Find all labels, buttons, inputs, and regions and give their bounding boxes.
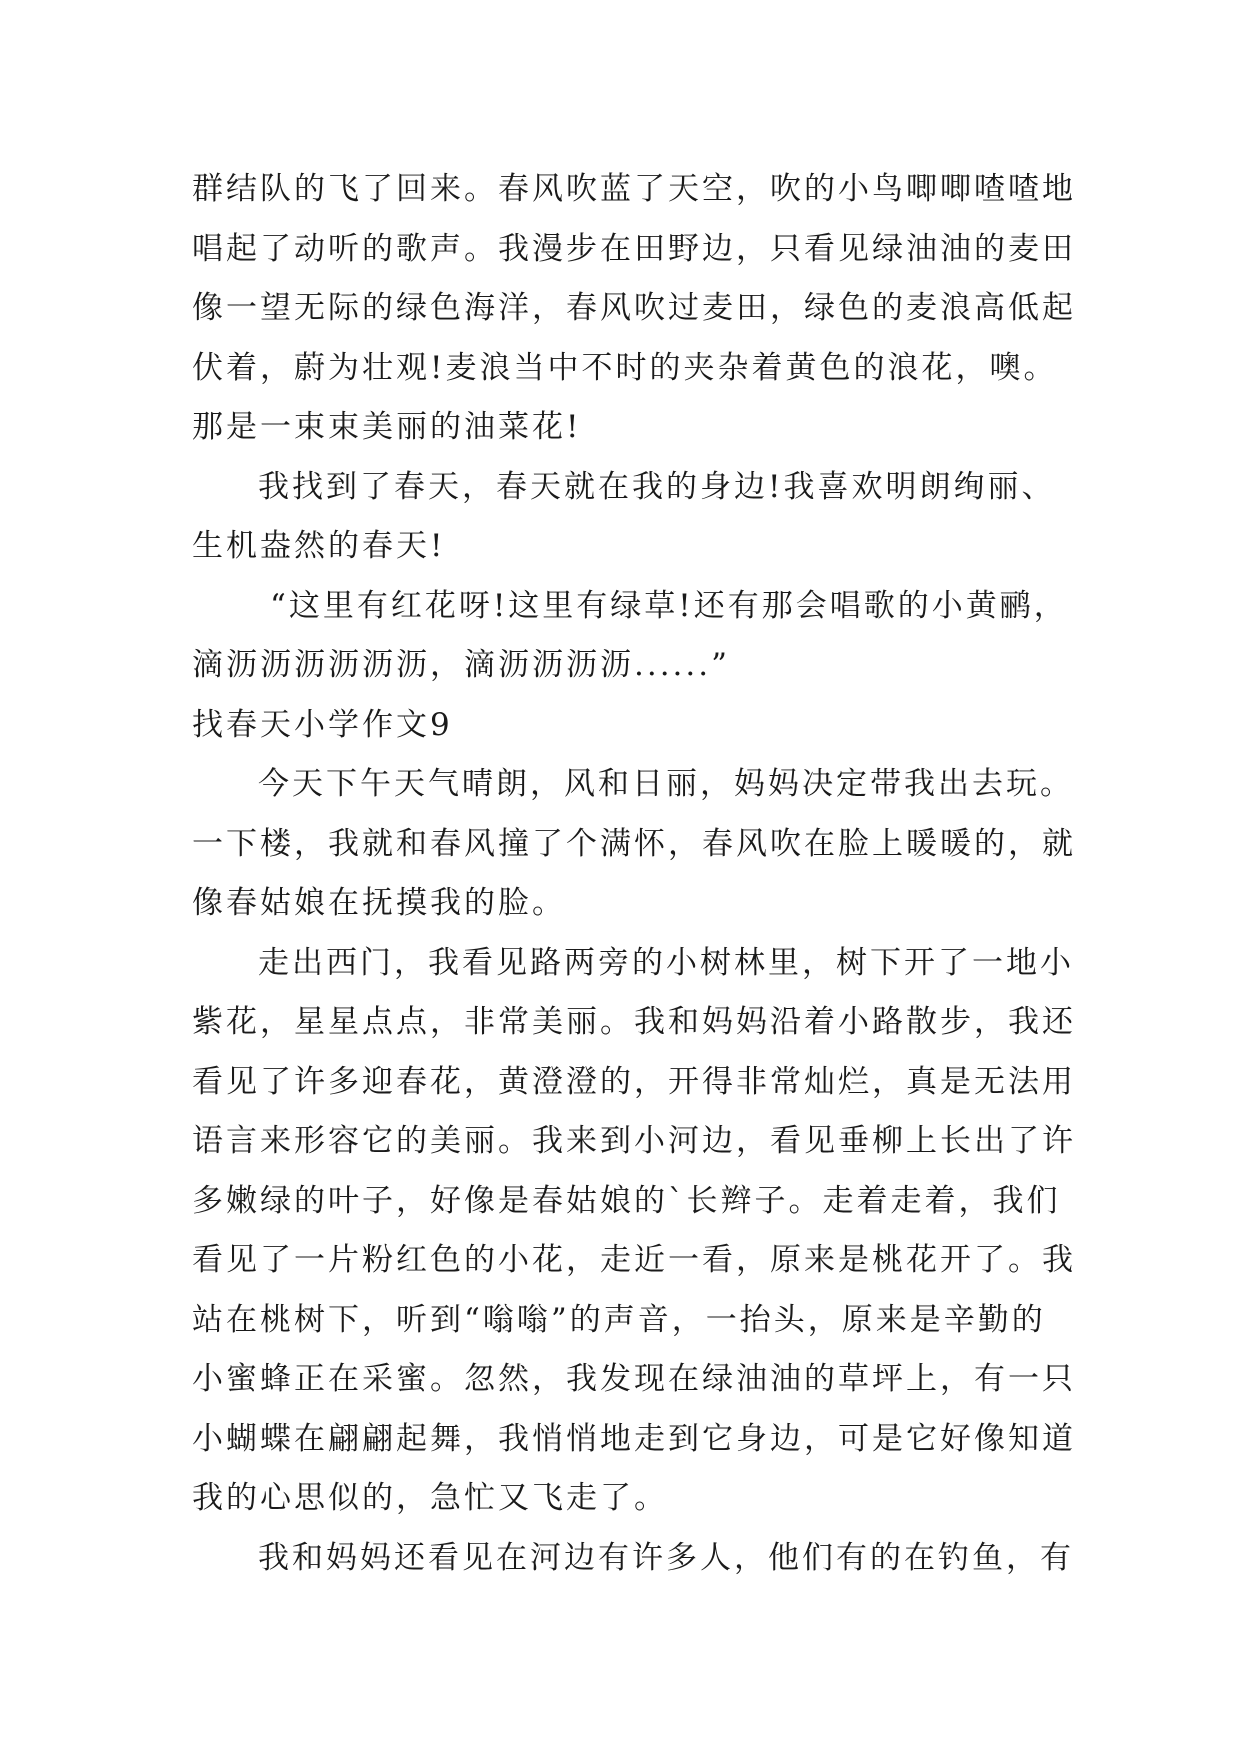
text-line: 看见了许多迎春花，黄澄澄的，开得非常灿烂，真是无法用 <box>192 1063 1076 1100</box>
text-line: 滴沥沥沥沥沥沥，滴沥沥沥沥......” <box>192 647 730 683</box>
text-line: 多嫩绿的叶子，好像是春姑娘的`长辫子。走着走着，我们 <box>192 1182 1061 1219</box>
quote-line: “这里有红花呀!这里有绿草!还有那会唱歌的小黄鹂， <box>270 587 1068 624</box>
text-line: 像春姑娘在抚摸我的脸。 <box>192 885 566 921</box>
text-line: 看见了一片粉红色的小花，走近一看，原来是桃花开了。我 <box>192 1242 1076 1278</box>
text-line: 语言来形容它的美丽。我来到小河边，看见垂柳上长出了许 <box>192 1123 1076 1159</box>
text-line: 我的心思似的，急忙又飞走了。 <box>192 1480 668 1516</box>
text-line: 小蜜蜂正在采蜜。忽然，我发现在绿油油的草坪上，有一只 <box>192 1361 1076 1397</box>
paragraph-start-line: 我找到了春天，春天就在我的身边!我喜欢明朗绚丽、 <box>258 468 1056 505</box>
text-line: 伏着，蔚为壮观!麦浪当中不时的夹杂着黄色的浪花，噢。 <box>192 349 1058 386</box>
text-line: 站在桃树下，听到“嗡嗡”的声音，一抬头，原来是辛勤的 <box>192 1301 1046 1338</box>
paragraph-start-line: 走出西门，我看见路两旁的小树林里，树下开了一地小 <box>258 944 1074 981</box>
paragraph-start-line: 今天下午天气晴朗，风和日丽，妈妈决定带我出去玩。 <box>258 766 1074 802</box>
text-line: 紫花，星星点点，非常美丽。我和妈妈沿着小路散步，我还 <box>192 1004 1076 1040</box>
document-body <box>192 160 1076 1588</box>
section-heading: 找春天小学作文9 <box>192 706 453 743</box>
paragraph-start-line: 我和妈妈还看见在河边有许多人，他们有的在钓鱼，有 <box>258 1539 1074 1576</box>
text-line: 唱起了动听的歌声。我漫步在田野边，只看见绿油油的麦田 <box>192 230 1076 267</box>
text-line: 像一望无际的绿色海洋，春风吹过麦田，绿色的麦浪高低起 <box>192 290 1076 326</box>
text-line: 小蝴蝶在翩翩起舞，我悄悄地走到它身边，可是它好像知道 <box>192 1420 1076 1457</box>
text-line: 一下楼，我就和春风撞了个满怀，春风吹在脸上暖暖的，就 <box>192 825 1076 862</box>
text-line: 生机盎然的春天! <box>192 528 446 564</box>
text-line: 那是一束束美丽的油菜花! <box>192 409 582 445</box>
text-line: 群结队的飞了回来。春风吹蓝了天空，吹的小鸟唧唧喳喳地 <box>192 171 1076 207</box>
